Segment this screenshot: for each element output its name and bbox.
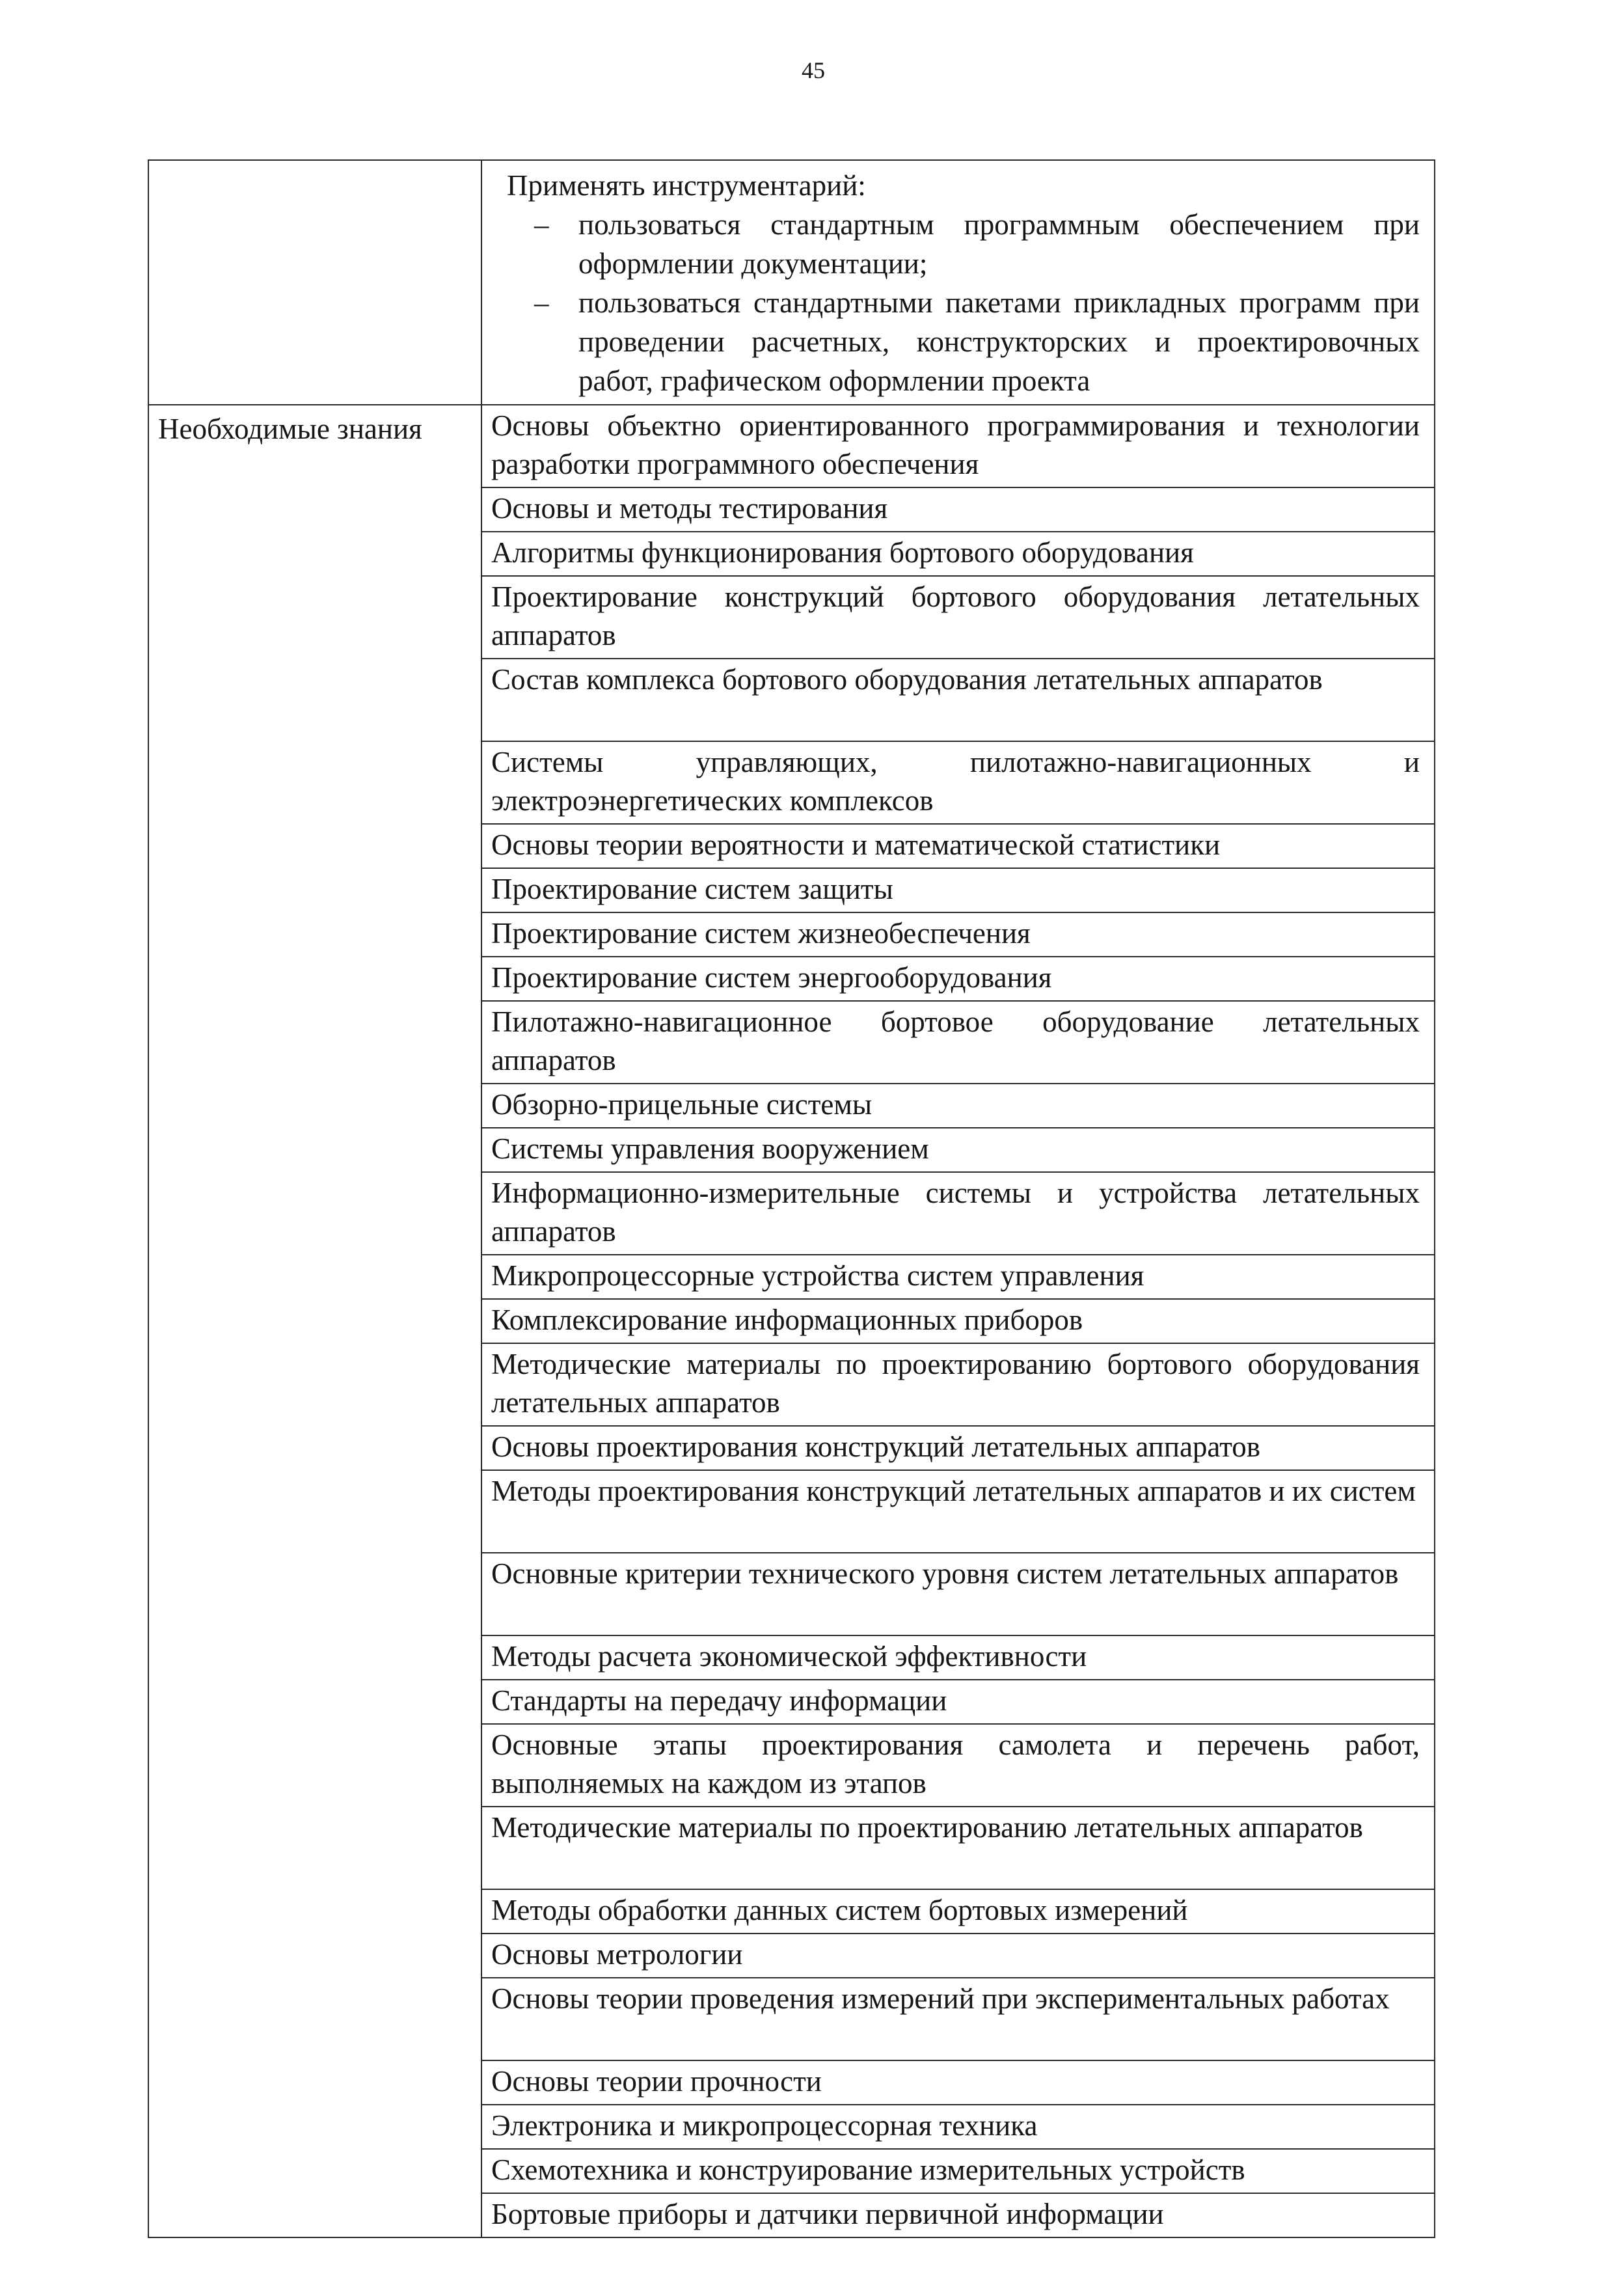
dash-bullet: – <box>534 208 549 241</box>
knowledge-item: Основы теории прочности <box>481 2060 1435 2105</box>
knowledge-item: Методические материалы по проектированию бортового оборудования летательных аппаратов <box>481 1343 1435 1426</box>
knowledge-item: Пилотажно-навигационное бортовое оборудование летательных аппаратов <box>481 1001 1435 1084</box>
knowledge-item: Системы управляющих, пилотажно-навигационных и электроэнергетических комплексов <box>481 741 1435 824</box>
knowledge-item: Основы теории проведения измерений при экспериментальных работах <box>481 1978 1435 2060</box>
skill-item <box>507 283 1420 400</box>
knowledge-item: Методы обработки данных систем бортовых измерений <box>481 1889 1435 1934</box>
knowledge-item: Состав комплекса бортового оборудования летательных аппаратов <box>481 659 1435 741</box>
knowledge-item: Системы управления вооружением <box>481 1128 1435 1172</box>
knowledge-item: Основные критерии технического уровня систем летательных аппаратов <box>481 1553 1435 1635</box>
knowledge-row <box>148 405 1435 487</box>
knowledge-item: Методы проектирования конструкций летательных аппаратов и их систем <box>481 1470 1435 1553</box>
knowledge-item: Методы расчета экономической эффективности <box>481 1635 1435 1680</box>
knowledge-item: Основные этапы проектирования самолета и перечень работ, выполняемых на каждом из этапов <box>481 1724 1435 1807</box>
knowledge-item: Алгоритмы функционирования бортового оборудования <box>481 532 1435 576</box>
knowledge-item: Обзорно-прицельные системы <box>481 1084 1435 1128</box>
skills-row <box>148 160 1435 405</box>
knowledge-label: Необходимые знания <box>148 405 481 2237</box>
skills-heading: Применять инструментарий: <box>507 169 866 202</box>
knowledge-item: Схемотехника и конструирование измерительных устройств <box>481 2149 1435 2193</box>
knowledge-item: Стандарты на передачу информации <box>481 1680 1435 1724</box>
skill-item <box>507 205 1420 283</box>
knowledge-item: Информационно-измерительные системы и устройства летательных аппаратов <box>481 1172 1435 1255</box>
knowledge-item: Основы теории вероятности и математической статистики <box>481 824 1435 868</box>
competency-table <box>148 159 1435 2238</box>
knowledge-item: Основы метрологии <box>481 1934 1435 1978</box>
skills-list <box>507 205 1420 400</box>
knowledge-item: Комплексирование информационных приборов <box>481 1299 1435 1343</box>
knowledge-item: Проектирование систем защиты <box>481 868 1435 912</box>
knowledge-item: Бортовые приборы и датчики первичной информации <box>481 2193 1435 2237</box>
skills-label-cell <box>148 160 481 405</box>
dash-bullet: – <box>534 286 549 319</box>
knowledge-item: Основы объектно ориентированного программирования и технологии разработки программного обеспечения <box>481 405 1435 487</box>
knowledge-item: Электроника и микропроцессорная техника <box>481 2105 1435 2149</box>
knowledge-item: Основы и методы тестирования <box>481 487 1435 532</box>
knowledge-item: Основы проектирования конструкций летательных аппаратов <box>481 1426 1435 1470</box>
knowledge-item: Проектирование конструкций бортового оборудования летательных аппаратов <box>481 576 1435 659</box>
knowledge-item: Проектирование систем жизнеобеспечения <box>481 912 1435 957</box>
skill-text: пользоваться стандартными пакетами прикладных программ при проведении расчетных, конструкторских и проектировочных работ, графическом оформлении проекта <box>578 286 1420 397</box>
knowledge-item: Методические материалы по проектированию летательных аппаратов <box>481 1807 1435 1889</box>
skills-cell <box>481 160 1435 405</box>
knowledge-item: Проектирование систем энергооборудования <box>481 957 1435 1001</box>
skill-text: пользоваться стандартным программным обеспечением при оформлении документации; <box>578 208 1420 280</box>
knowledge-item: Микропроцессорные устройства систем управления <box>481 1255 1435 1299</box>
page-number: 45 <box>802 57 825 83</box>
